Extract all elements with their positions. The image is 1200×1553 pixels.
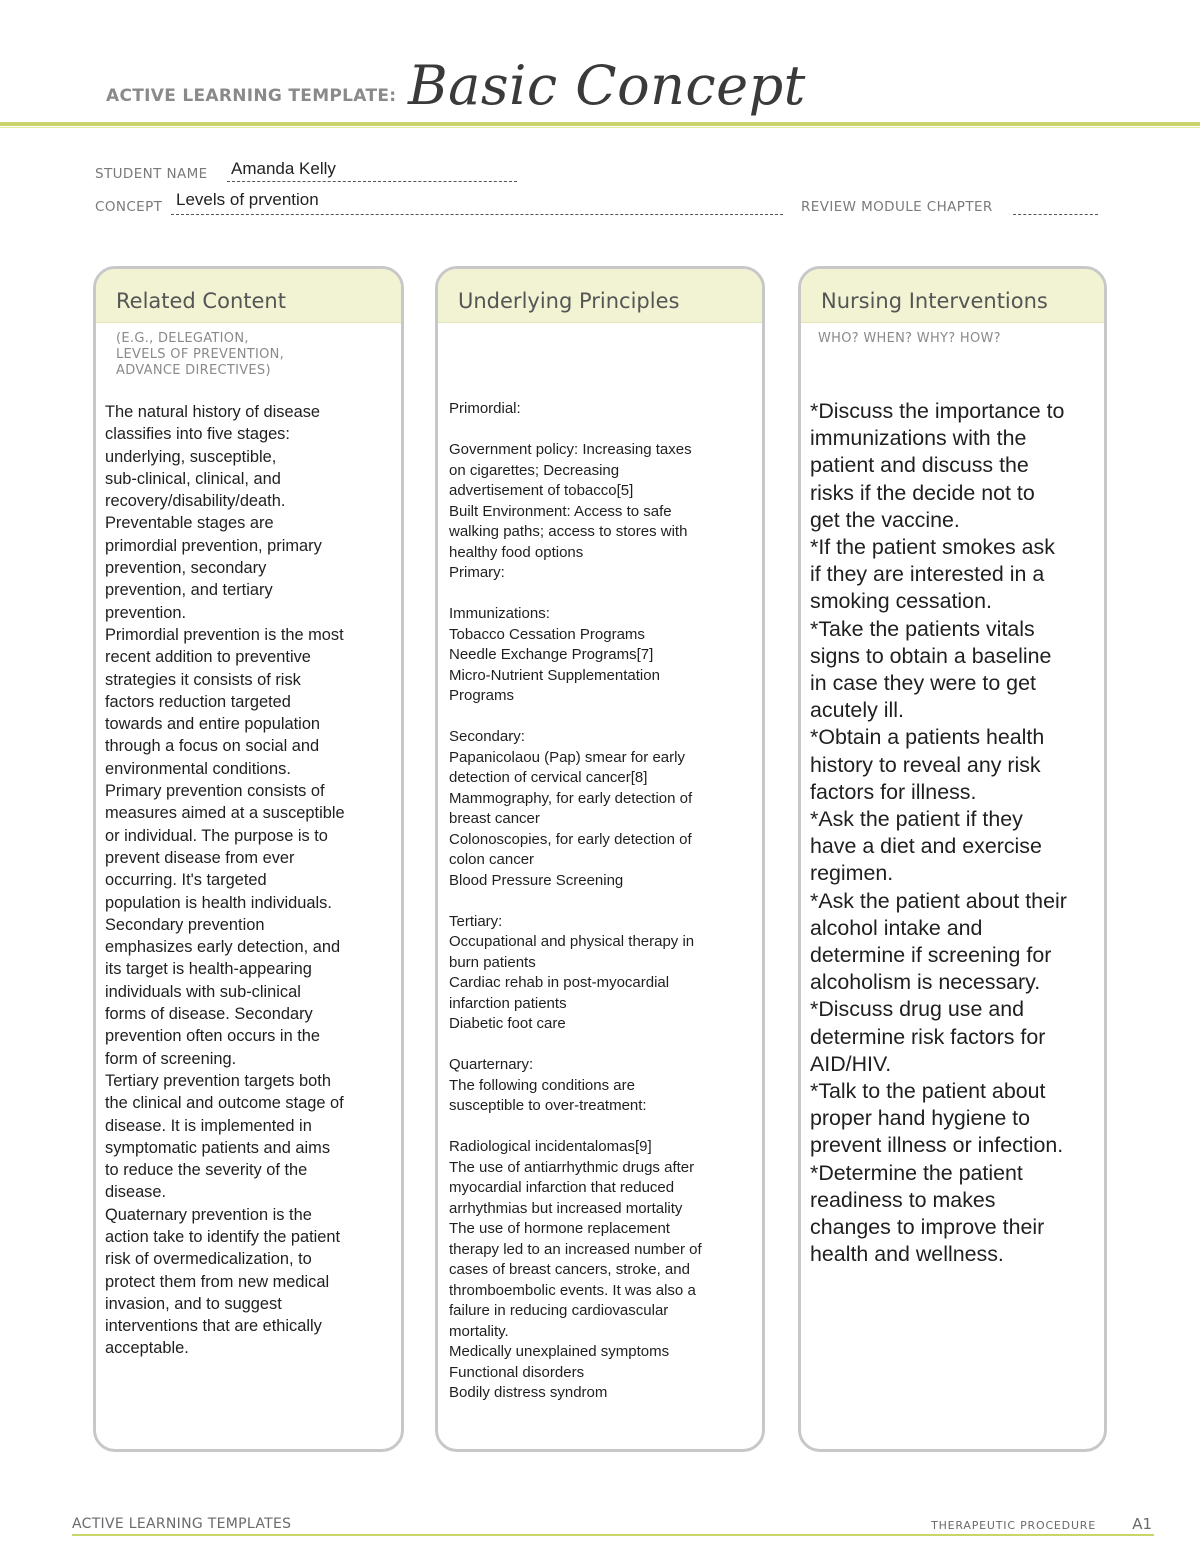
nursing-interventions-text[interactable]: *Discuss the importance to immunizations with the patient and discuss the risks if the decide not to get the vaccine. *If the patient smokes ask if they are interested in a smoking cessation. *Take the patients vitals signs to obtain a baseline in case they were to get acutely ill. *Obtain a patients health history to reveal any risk factors for illness. *Ask the patient if they have a diet and exercise regimen. *Ask the patient about their alcohol intake and determine if screening for alcoholism is necessary. *Discuss drug use and determine risk factors for AID/HIV. *Talk to the patient about proper hand hygiene to prevent illness or infection. *Determine the patient readiness to makes changes to improve their health and wellness.: [810, 399, 1067, 1267]
header-divider-thin: [0, 127, 1200, 128]
concept-field[interactable]: Levels of prvention: [176, 190, 319, 209]
underlying-principles-title: Underlying Principles: [438, 269, 762, 323]
footer-page-number: A1: [1132, 1515, 1152, 1533]
related-content-panel: [93, 266, 404, 1452]
nursing-interventions-hint: WHO? WHEN? WHY? HOW?: [818, 331, 1001, 346]
related-content-title: Related Content: [96, 269, 401, 323]
footer-divider: [72, 1534, 1154, 1536]
page-title: Basic Concept: [408, 54, 806, 117]
footer-series-label: ACTIVE LEARNING TEMPLATES: [72, 1516, 292, 1532]
student-name-underline: [227, 181, 517, 182]
underlying-principles-text[interactable]: Primordial: Government policy: Increasing taxes on cigarettes; Decreasing advertisement of tobacco[5] Built Environment: Access to safe walking paths; access to stores with healthy food options Primary: Immunizations: Tobacco Cessation Programs Needle Exchange Programs[7] Micro-Nutrient Supplementation Programs Secondary: Papanicolaou (Pap) smear for early detection of cervical cancer[8] Mammography, for early detection of breast cancer Colonoscopies, for early detection of colon cancer Blood Pressure Screening Tertiary: Occupational and physical therapy in burn patients Cardiac rehab in post-myocardial infarction patients Diabetic foot care Quarternary: The following conditions are susceptible to over-treatment: Radiological incidentalomas[9] The use of antiarrhythmic drugs after myocardial infarction that reduced arrhythmias but increased mortality The use of hormone replacement therapy led to an increased number of cases of breast cancers, stroke, and thromboembolic events. It was also a failure in reducing cardiovascular mortality. Medically unexplained symptoms Functional disorders Bodily distress syndrom: [449, 400, 702, 1401]
nursing-interventions-panel: [798, 266, 1107, 1452]
related-content-text[interactable]: The natural history of disease classifies into five stages: underlying, susceptible, sub-clinical, clinical, and recovery/disability/death. Preventable stages are primordial prevention, primary prevention, secondary prevention, and tertiary prevention. Primordial prevention is the most recent addition to preventive strategies it consists of risk factors reduction targeted towards and entire population through a focus on social and environmental conditions. Primary prevention consists of measures aimed at a susceptible or individual. The purpose is to prevent disease from ever occurring. It's targeted population is health individuals. Secondary prevention emphasizes early detection, and its target is health-appearing individuals with sub-clinical forms of disease. Secondary prevention often occurs in the form of screening. Tertiary prevention targets both the clinical and outcome stage of disease. It is implemented in symptomatic patients and aims to reduce the severity of the disease. Quaternary prevention is the action take to identify the patient risk of overmedicalization, to protect them from new medical invasion, and to suggest interventions that are ethically acceptable.: [105, 403, 345, 1358]
related-content-hint: (E.G., DELEGATION, LEVELS OF PREVENTION, ADVANCE DIRECTIVES): [116, 331, 285, 378]
concept-underline: [171, 214, 783, 215]
nursing-interventions-title: Nursing Interventions: [801, 269, 1104, 323]
review-module-underline: [1013, 214, 1098, 215]
student-name-field[interactable]: Amanda Kelly: [231, 159, 336, 178]
footer-category-label: THERAPEUTIC PROCEDURE: [931, 1519, 1096, 1532]
student-name-label: STUDENT NAME: [95, 166, 208, 182]
underlying-principles-panel: [435, 266, 765, 1452]
concept-label: CONCEPT: [95, 199, 163, 215]
review-module-label: REVIEW MODULE CHAPTER: [801, 199, 993, 215]
template-label: ACTIVE LEARNING TEMPLATE:: [106, 86, 397, 106]
header-divider: [0, 122, 1200, 126]
